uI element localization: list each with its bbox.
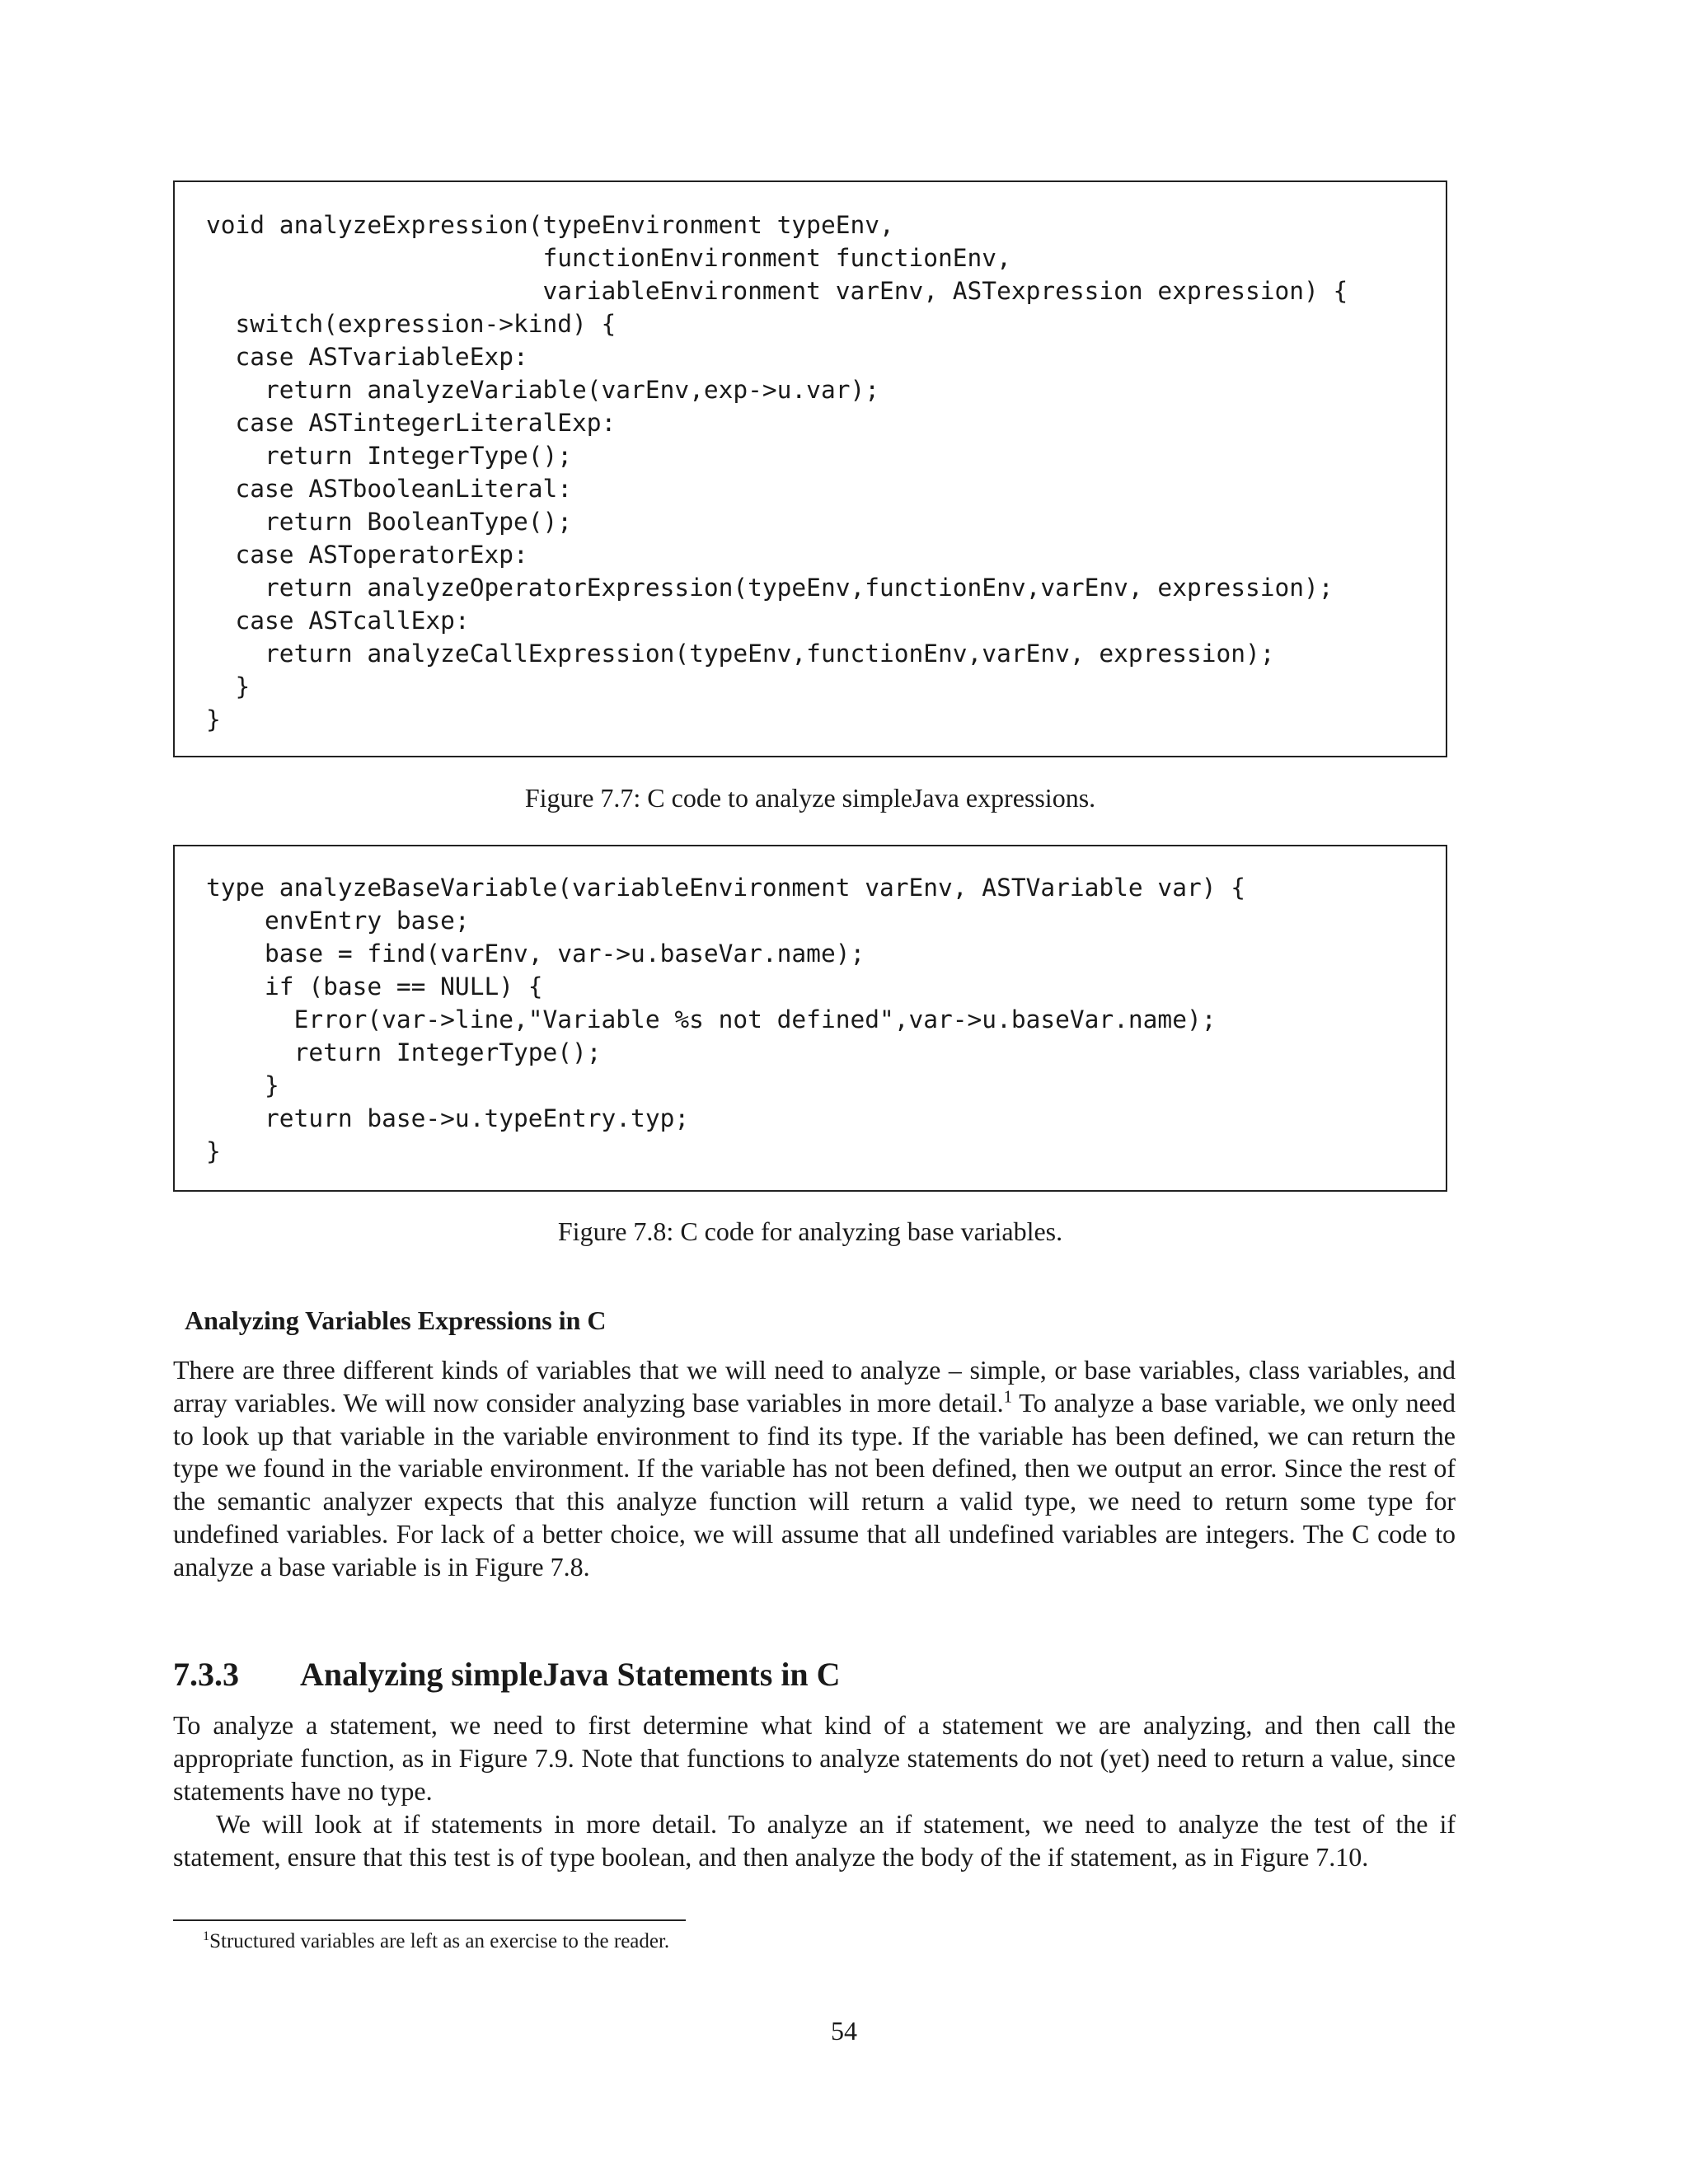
figure-7-7-code-box: [173, 180, 1447, 757]
variables-paragraph-text-end: To analyze a base variable, we only need to look up that variable in the variable environment to find its type. If the variable has been defined, we can return the type we found in the variable environment. If the variable has not been defined, then we output an error. Since the rest of the semantic analyzer expects that this analyze function will return a valid type, we need to return some type for undefined variables. For lack of a better choice, we will assume that all undefined variables are integers. The C code to analyze a base variable is in Figure 7.8.: [173, 1387, 1456, 1582]
footnote-mark: 1: [203, 1929, 210, 1944]
paragraph-heading: Analyzing Variables Expressions in C: [185, 1305, 607, 1335]
footnote-divider: [173, 1919, 686, 1921]
section-heading: [173, 1655, 841, 1694]
figure-7-7-caption: Figure 7.7: C code to analyze simpleJava expressions.: [524, 783, 1096, 813]
footnote: [203, 1929, 669, 1955]
statements-paragraph-1: To analyze a statement, we need to first determine what kind of a statement we are analyzing, and then call the appropriate function, as in Figure 7.9. Note that functions to analyze statements do not (yet) need to return a value, since statements have no type.: [173, 1710, 1456, 1806]
statements-paragraph-2: We will look at if statements in more detail. To analyze an if statement, we need to analyze the test of the if statement, ensure that this test is of type boolean, and then analyze the body of the if statement, as in Figure 7.10.: [173, 1809, 1456, 1872]
section-title: Analyzing simpleJava Statements in C: [300, 1656, 841, 1693]
variables-paragraph-text-start: There are three different kinds of variables that we will need to analyze – simple, or base variables, class variables, and array variables. We will now consider analyzing base variables in more detail.: [173, 1355, 1456, 1418]
code-listing-analyze-base-variable: type analyzeBaseVariable(variableEnvironment varEnv, ASTVariable var) { envEntry base; base = find(varEnv, var->u.baseVar.name); if (base == NULL) { Error(var->line,"Variable %s not defined",var->u.baseVar.name); return IntegerType(); } return base->u.typeEntry.typ; }: [206, 874, 1245, 1165]
footnote-text: Structured variables are left as an exercise to the reader.: [209, 1930, 670, 1952]
figure-7-8-code-box: [173, 845, 1447, 1192]
section-number: 7.3.3: [173, 1656, 239, 1693]
figure-7-8-caption: Figure 7.8: C code for analyzing base variables.: [557, 1216, 1063, 1246]
code-listing-analyze-expression: void analyzeExpression(typeEnvironment typeEnv, functionEnvironment functionEnv, variableEnvironment varEnv, ASTexpression expression) { switch(expression->kind) { case ASTvariableExp: return analyzeVariable(varEnv,exp->u.var); case ASTintegerLiteralExp: return IntegerType(); case ASTbooleanLiteral: return BooleanType(); case ASToperatorExp: return analyzeOperatorExpression(typeEnv,functionEnv,varEnv, expression); case ASTcallExp: return analyzeCallExpression(typeEnv,functionEnv,varEnv, expression); } }: [206, 211, 1348, 733]
page-number: 54: [831, 2016, 857, 2046]
variables-paragraph: [173, 1354, 1456, 1584]
footnote-reference[interactable]: 1: [1003, 1387, 1013, 1407]
